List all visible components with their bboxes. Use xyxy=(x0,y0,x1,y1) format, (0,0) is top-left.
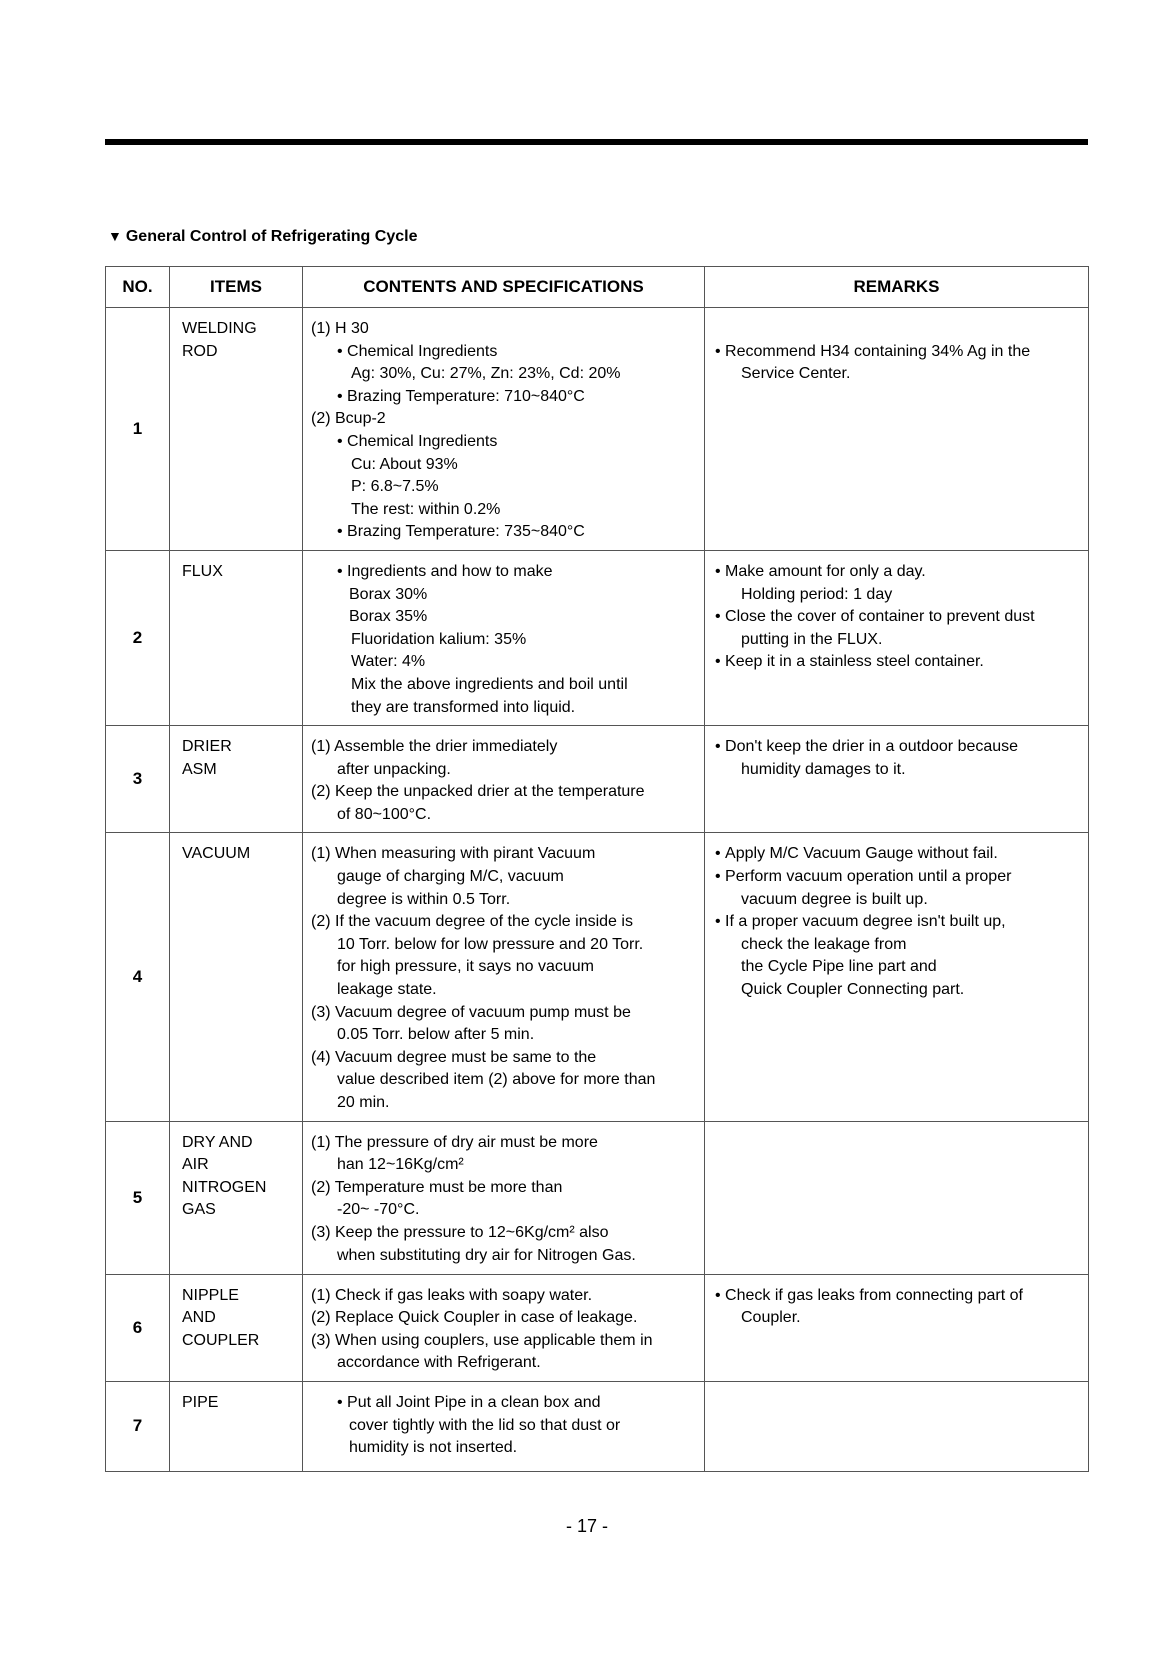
section-title-text: General Control of Refrigerating Cycle xyxy=(125,228,418,245)
item-line: ASM xyxy=(182,760,217,778)
contents-cell xyxy=(303,308,705,551)
item-line: NITROGEN xyxy=(182,1178,267,1196)
remarks-cell xyxy=(705,1381,1089,1471)
bullet-line: • Don't keep the drier in a outdoor because xyxy=(715,736,1080,759)
bullet-line: • Ingredients and how to make xyxy=(311,561,696,584)
content-line: when substituting dry air for Nitrogen Gas. xyxy=(337,1246,636,1264)
content-line: (2) Bcup-2 xyxy=(311,410,386,428)
remarks-cell xyxy=(705,833,1089,1121)
content-line: Fluoridation kalium: 35% xyxy=(351,630,527,648)
bullet-line: • Recommend H34 containing 34% Ag in the xyxy=(715,341,1080,364)
item-line: WELDING xyxy=(182,320,257,337)
remarks-cell xyxy=(705,550,1089,725)
item-cell xyxy=(170,550,303,725)
section-title xyxy=(108,228,417,246)
page-number: - 17 - xyxy=(565,1516,608,1536)
table-row xyxy=(106,1274,1089,1381)
header-row xyxy=(106,267,1089,308)
row-number: 1 xyxy=(106,308,170,551)
table-row xyxy=(106,1381,1089,1471)
contents-cell xyxy=(303,833,705,1121)
item-cell xyxy=(170,1381,303,1471)
remark-line: the Cycle Pipe line part and xyxy=(741,958,937,976)
remark-line: check the leakage from xyxy=(741,935,907,953)
item-cell xyxy=(170,1274,303,1381)
bullet-line: • Put all Joint Pipe in a clean box and xyxy=(311,1392,696,1415)
item-line: PIPE xyxy=(182,1393,219,1411)
content-line: 20 min. xyxy=(337,1094,390,1111)
bullet-line: • Chemical Ingredients xyxy=(311,431,696,454)
table-row xyxy=(106,833,1089,1121)
item-line: DRY AND xyxy=(182,1133,253,1151)
content-line: of 80~100°C. xyxy=(337,805,432,823)
remark-line xyxy=(715,318,1080,341)
table-row xyxy=(106,1121,1089,1274)
content-line: (2) If the vacuum degree of the cycle inside is xyxy=(311,913,633,931)
item-line: AIR xyxy=(182,1156,209,1174)
content-line: Borax 35% xyxy=(349,608,428,626)
remark-line: putting in the FLUX. xyxy=(741,630,883,648)
item-line: ROD xyxy=(182,342,218,360)
content-line: leakage state. xyxy=(337,981,437,999)
remark-line: Service Center. xyxy=(741,365,851,383)
content-line: Mix the above ingredients and boil until xyxy=(351,675,628,693)
header-items: ITEMS xyxy=(170,267,303,308)
table-body xyxy=(106,308,1089,1472)
header-no: NO. xyxy=(106,267,170,308)
remark-line: Quick Coupler Connecting part. xyxy=(741,981,965,999)
bullet-line: • Close the cover of container to prevent dust xyxy=(715,606,1080,629)
header-contents: CONTENTS AND SPECIFICATIONS xyxy=(303,267,705,308)
content-line: for high pressure, it says no vacuum xyxy=(337,958,595,976)
header-remarks: REMARKS xyxy=(705,267,1089,308)
content-line: (3) When using couplers, use applicable them in xyxy=(311,1331,653,1349)
content-line: han 12~16Kg/cm² xyxy=(337,1156,464,1174)
content-line: 10 Torr. below for low pressure and 20 Torr. xyxy=(337,935,644,953)
row-number: 2 xyxy=(106,550,170,725)
bullet-line: • Apply M/C Vacuum Gauge without fail. xyxy=(715,843,1080,866)
content-line: Borax 30% xyxy=(349,585,428,603)
content-line: accordance with Refrigerant. xyxy=(337,1354,541,1372)
item-cell xyxy=(170,1121,303,1274)
table-row xyxy=(106,726,1089,833)
content-line: (2) Keep the unpacked drier at the temperature xyxy=(311,783,645,801)
content-line: Water: 4% xyxy=(351,653,426,671)
contents-cell xyxy=(303,1274,705,1381)
remark-line: Holding period: 1 day xyxy=(741,585,893,603)
content-line: value described item (2) above for more than xyxy=(337,1071,656,1089)
item-cell xyxy=(170,833,303,1121)
item-cell xyxy=(170,308,303,551)
content-line: Cu: About 93% xyxy=(351,455,458,473)
bullet-line: • Check if gas leaks from connecting part of xyxy=(715,1285,1080,1308)
bullet-line: • Make amount for only a day. xyxy=(715,561,1080,584)
spec-table xyxy=(105,266,1089,1472)
triangle-down-icon: ▼ xyxy=(108,228,122,244)
remark-line: vacuum degree is built up. xyxy=(741,890,928,908)
content-line: humidity is not inserted. xyxy=(349,1439,518,1457)
content-line: (1) When measuring with pirant Vacuum xyxy=(311,845,596,863)
content-line: gauge of charging M/C, vacuum xyxy=(337,868,564,886)
bullet-line: • If a proper vacuum degree isn't built up, xyxy=(715,911,1080,934)
content-line: (1) Check if gas leaks with soapy water. xyxy=(311,1286,593,1304)
bullet-line: • Perform vacuum operation until a proper xyxy=(715,866,1080,889)
contents-cell xyxy=(303,1121,705,1274)
row-number: 4 xyxy=(106,833,170,1121)
item-line: AND xyxy=(182,1309,216,1327)
item-line: NIPPLE xyxy=(182,1286,239,1304)
content-line: (3) Vacuum degree of vacuum pump must be xyxy=(311,1003,631,1021)
remarks-cell xyxy=(705,726,1089,833)
remarks-cell xyxy=(705,1274,1089,1381)
content-line: -20~ -70°C. xyxy=(337,1201,420,1219)
table-row xyxy=(106,550,1089,725)
contents-cell xyxy=(303,726,705,833)
table-row xyxy=(106,308,1089,551)
bullet-line: • Brazing Temperature: 735~840°C xyxy=(311,521,696,544)
row-number: 3 xyxy=(106,726,170,833)
item-line: FLUX xyxy=(182,562,223,580)
remarks-cell xyxy=(705,1121,1089,1274)
row-number: 7 xyxy=(106,1381,170,1471)
remark-line: Coupler. xyxy=(741,1309,801,1327)
content-line: cover tightly with the lid so that dust or xyxy=(349,1416,621,1434)
content-line: (4) Vacuum degree must be same to the xyxy=(311,1048,597,1066)
content-line: (2) Temperature must be more than xyxy=(311,1178,563,1196)
top-rule xyxy=(105,139,1088,145)
remarks-cell xyxy=(705,308,1089,551)
item-cell xyxy=(170,726,303,833)
bullet-line: • Chemical Ingredients xyxy=(311,341,696,364)
content-line: (1) H 30 xyxy=(311,320,369,337)
bullet-line: • Brazing Temperature: 710~840°C xyxy=(311,386,696,409)
content-line: (1) The pressure of dry air must be more xyxy=(311,1133,598,1151)
content-line: (1) Assemble the drier immediately xyxy=(311,738,558,756)
content-line: after unpacking. xyxy=(337,760,451,778)
content-line: The rest: within 0.2% xyxy=(351,500,501,518)
content-line: P: 6.8~7.5% xyxy=(351,478,439,496)
item-line: COUPLER xyxy=(182,1331,260,1349)
content-line: (2) Replace Quick Coupler in case of leakage. xyxy=(311,1309,638,1327)
content-line: 0.05 Torr. below after 5 min. xyxy=(337,1026,535,1044)
bullet-line: • Keep it in a stainless steel container. xyxy=(715,651,1080,674)
contents-cell xyxy=(303,550,705,725)
content-line: (3) Keep the pressure to 12~6Kg/cm² also xyxy=(311,1223,609,1241)
item-line: DRIER xyxy=(182,738,232,756)
item-line: GAS xyxy=(182,1201,216,1219)
row-number: 6 xyxy=(106,1274,170,1381)
content-line: Ag: 30%, Cu: 27%, Zn: 23%, Cd: 20% xyxy=(351,365,621,383)
remark-line: humidity damages to it. xyxy=(741,760,906,778)
content-line: they are transformed into liquid. xyxy=(351,698,576,716)
item-line: VACUUM xyxy=(182,845,251,863)
content-line: degree is within 0.5 Torr. xyxy=(337,890,511,908)
row-number: 5 xyxy=(106,1121,170,1274)
contents-cell xyxy=(303,1381,705,1471)
